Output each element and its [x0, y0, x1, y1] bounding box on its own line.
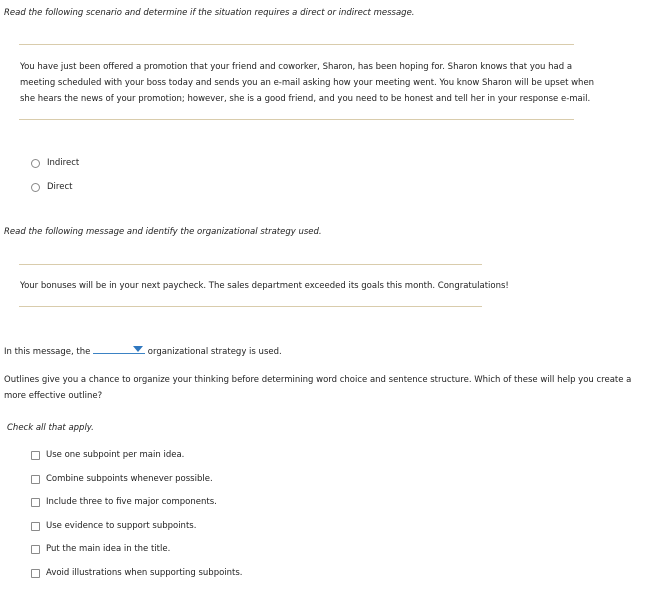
option-direct[interactable] — [31, 182, 72, 192]
checkbox-label: Use evidence to support subpoints. — [46, 521, 197, 531]
checkbox-label: Use one subpoint per main idea. — [46, 450, 185, 460]
checkbox-label: Put the main idea in the title. — [46, 544, 171, 554]
q3-question-line-2: more effective outline? — [4, 391, 103, 401]
checkbox[interactable] — [31, 451, 40, 460]
chevron-down-icon[interactable] — [133, 346, 143, 352]
checkbox-option[interactable] — [31, 474, 213, 484]
checkbox-label: Avoid illustrations when supporting subpoints. — [46, 568, 243, 578]
checkbox[interactable] — [31, 522, 40, 531]
q3-question-line-1: Outlines give you a chance to organize your thinking before determining word choice and sentence structure. Which of these will help you create a — [4, 375, 632, 385]
check-all-hint: Check all that apply. — [7, 423, 94, 433]
checkbox[interactable] — [31, 475, 40, 484]
q2-answer-sentence — [4, 343, 282, 357]
option-indirect[interactable] — [31, 158, 79, 168]
q1-scenario-line: meeting scheduled with your boss today and sends you an e-mail asking how your meeting went. You know Sharon will be upset when — [20, 78, 595, 88]
checkbox[interactable] — [31, 498, 40, 507]
q1-scenario-line: she hears the news of your promotion; however, she is a good friend, and you need to be honest and tell her in your response e-mail. — [20, 94, 591, 104]
q1-top-rule — [19, 44, 574, 45]
strategy-dropdown[interactable] — [93, 343, 145, 354]
direct-radio[interactable] — [31, 183, 40, 192]
q1-scenario-line: You have just been offered a promotion that your friend and coworker, Sharon, has been hoping for. Sharon knows that you had a — [20, 62, 573, 72]
q1-bottom-rule — [19, 119, 574, 120]
q2-message: Your bonuses will be in your next paycheck. The sales department exceeded its goals this month. Congratulations! — [20, 281, 509, 291]
checkbox-option[interactable] — [31, 450, 184, 460]
checkbox-label: Combine subpoints whenever possible. — [46, 474, 213, 484]
sentence-after: organizational strategy is used. — [147, 347, 282, 357]
checkbox-option[interactable] — [31, 497, 217, 507]
direct-label: Direct — [47, 182, 73, 192]
q2-bottom-rule — [19, 306, 482, 307]
q2-top-rule — [19, 264, 482, 265]
q1-instruction: Read the following scenario and determine if the situation requires a direct or indirect message. — [4, 8, 415, 18]
checkbox-label: Include three to five major components. — [46, 497, 217, 507]
checkbox-option[interactable] — [31, 544, 170, 554]
q2-instruction: Read the following message and identify the organizational strategy used. — [4, 227, 322, 237]
checkbox[interactable] — [31, 545, 40, 554]
checkbox-option[interactable] — [31, 568, 243, 578]
q1-scenario — [20, 59, 594, 107]
indirect-label: Indirect — [47, 158, 80, 168]
checkbox[interactable] — [31, 569, 40, 578]
checkbox-option[interactable] — [31, 521, 196, 531]
indirect-radio[interactable] — [31, 159, 40, 168]
sentence-before: In this message, the — [4, 347, 91, 357]
